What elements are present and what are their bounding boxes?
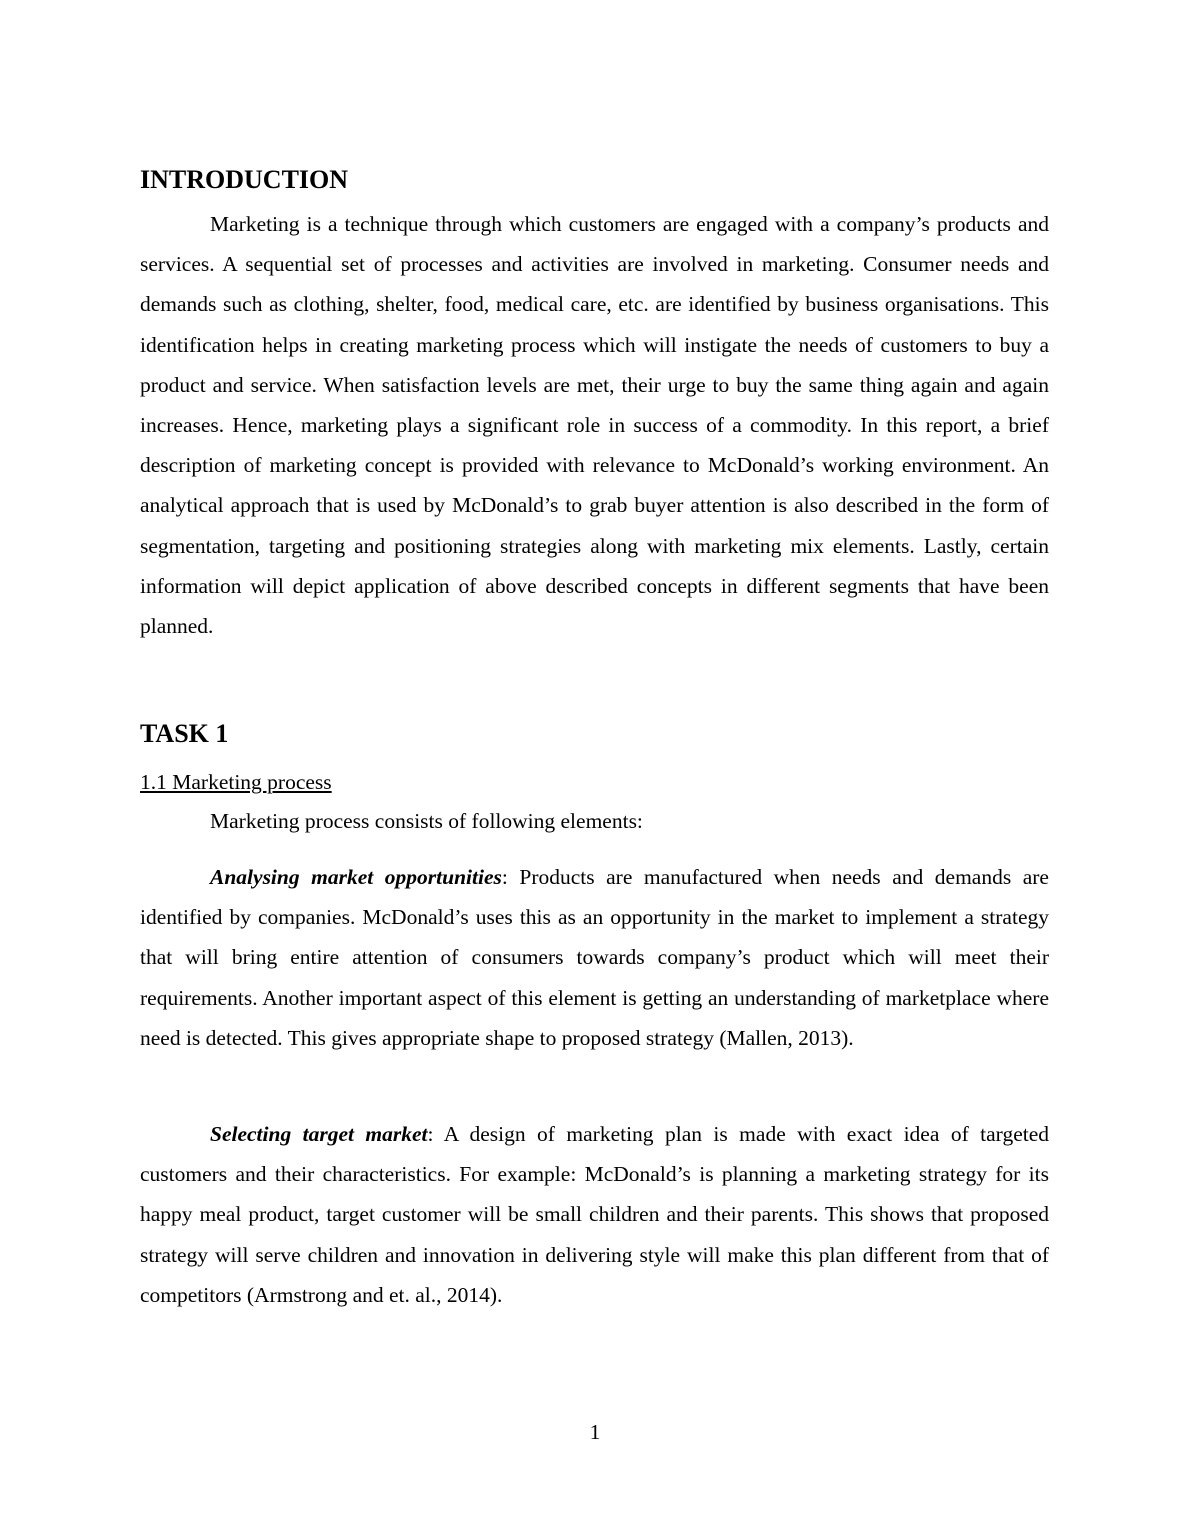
element-text: : Products are manufactured when needs and demands are identified by companies. McDonald’s uses this as an opportunity in the market to implement a strategy that will bring entire attention of consumers towards company’s product which will meet their requirements. Another important aspect of this element is getting an understanding of marketplace where need is detected. This gives appropriate shape to proposed strategy (Mallen, 2013).: [140, 865, 1049, 1050]
intro-paragraph: Marketing is a technique through which customers are engaged with a company’s products and services. A sequential set of processes and activities are involved in marketing. Consumer needs and demands such as clothing, shelter, food, medical care, etc. are identified by business organisations. This identification helps in creating marketing process which will instigate the needs of customers to buy a product and service. When satisfaction levels are met, their urge to buy the same thing again and again increases. Hence, marketing plays a significant role in success of a commodity. In this report, a brief description of marketing concept is provided with relevance to McDonald’s working environment. An analytical approach that is used by McDonald’s to grab buyer attention is also described in the form of segmentation, targeting and positioning strategies along with marketing mix elements. Lastly, certain information will depict application of above described concepts in different segments that have been planned.: [140, 212, 1049, 639]
page-number: 1: [589, 1420, 601, 1444]
marketing-process-subheading: 1.1 Marketing process: [140, 770, 332, 794]
intro-heading: INTRODUCTION: [140, 165, 349, 194]
element-term: Selecting target market: [210, 1122, 428, 1146]
element-selecting-target-market: [140, 1114, 1049, 1315]
task1-heading: TASK 1: [140, 719, 229, 748]
document-page: [140, 0, 1049, 1540]
element-text: : A design of marketing plan is made with exact idea of targeted customers and their characteristics. For example: McDonald’s is planning a marketing strategy for its happy meal product, target customer will be small children and their parents. This shows that proposed strategy will serve children and innovation in delivering style will make this plan different from that of competitors (Armstrong and et. al., 2014).: [140, 1122, 1049, 1307]
element-term: Analysing market opportunities: [210, 865, 502, 889]
element-analysing-market-opportunities: [140, 857, 1049, 1058]
marketing-process-lead: Marketing process consists of following elements:: [210, 809, 643, 833]
